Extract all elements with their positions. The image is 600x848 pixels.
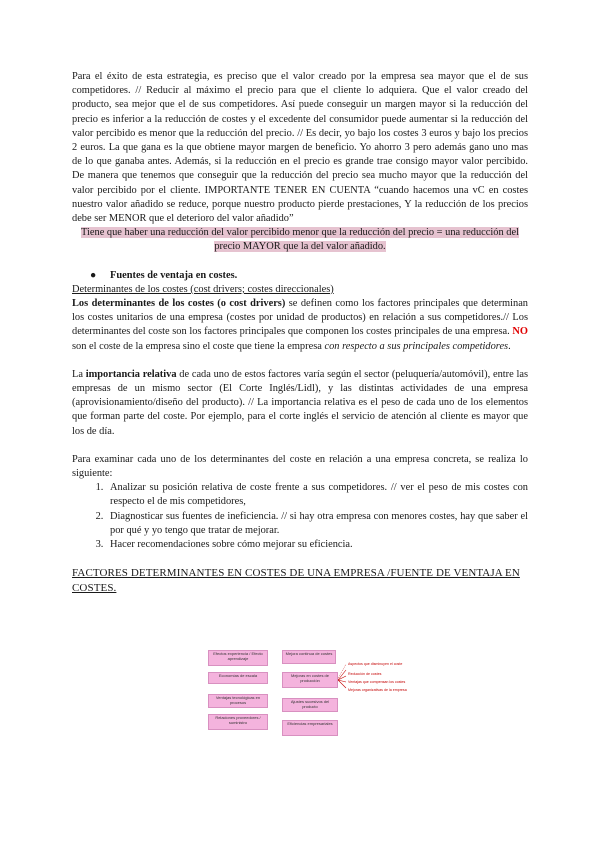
examination-intro: Para examinar cada uno de los determinantes del coste en relación a una empresa concreta, se realiza lo siguiente: — [72, 453, 528, 480]
no-emphasis: NO — [512, 326, 528, 338]
definition-italic: con respecto a sus principales competidores — [324, 340, 509, 352]
bullet-dot: ● — [90, 269, 97, 281]
diagram-note: Ventajas que compensan los costes — [348, 680, 406, 684]
bullet-title: Fuentes de ventaja en costes. — [110, 269, 238, 281]
section-heading: FACTORES DETERMINANTES EN COSTES DE UNA EMPRESA /FUENTE DE VENTAJA EN COSTES. — [72, 567, 520, 594]
importance-term: importancia relativa — [85, 368, 177, 380]
diagram-box: Ajustes sucesivos del producto — [282, 698, 338, 712]
highlight-paragraph — [72, 226, 528, 254]
diagram-box: Efectos experiencia / Efecto aprendizaje — [208, 650, 268, 666]
definition-end: . — [508, 340, 511, 352]
definition-text-1: se definen como los factores principales que determinan los costes unitarios de una empresa (costes por unidad de productos) en relación a sus competidores.// Los determinantes del coste son los factores principales que componen los costes principales de una empresa. — [72, 298, 528, 338]
importance-pre: La — [72, 368, 86, 380]
cost-drivers-subtitle: Determinantes de los costes (cost drivers; costes direccionales) — [72, 283, 334, 295]
diagram-box: Eficiencias empresariales — [282, 720, 338, 736]
diagram-note: Reducción de costes — [348, 672, 382, 676]
document-page — [72, 70, 528, 595]
intro-paragraph: Para el éxito de esta estrategia, es preciso que el valor creado por la empresa sea mayor que el de sus competidores. // Reducir al máximo el precio para que el cliente lo adquiera. Que el valor creado del producto, sea mejor que el de sus competidores. Así puede conseguir un margen mayor si la reducción del precio es inferior a la reducción de costes y el excedente del consumidor puede aumentar si la reducción del valor percibido es menor que la reducción del precio. // Es decir, yo bajo los costes 3 euros y bajo los precios 2 euros. La que gana es la que obtiene mayor margen de beneficio. Yo ahorro 3 pero además gano uno mas de lo que ganaba antes. Además, si la reducción en el precio es grande trae consigo mayor valor percibido. De manera que tenemos que conseguir que la reducción del precio sea mucho mayor que la reducción del valor percibido por el cliente. IMPORTANTE TENER EN CUENTA “cuando hacemos una vC en costes nuestro valor añadido se reduce, porque nuestro producto pierde prestaciones, Y la reducción de los precios debe ser MENOR que el deterioro del valor añadido” — [72, 71, 528, 225]
diagram-box: Mejoras en costes de producción — [282, 672, 338, 688]
definition-term: Los determinantes de los costes (o cost drivers) — [72, 298, 286, 310]
diagram-box: Mejora continua de costes — [282, 650, 336, 664]
diagram-box: Relaciones proveedores / suministro — [208, 714, 268, 730]
importance-text: de cada uno de estos factores varía según el sector (peluquería/automóvil), entre las empresas de un mismo sector (El Corte Inglés/Lidl), y las distintas actividades de una empresa (aprovisionamiento/diseño del producto). // La importancia relativa es el peso de cada uno de los elementos que forman parte del coste. Por ejemplo, para el corte inglés el servicio de atención al cliente es mayor que los de día. — [72, 368, 529, 437]
definition-paragraph — [72, 297, 528, 354]
definition-text-2: son el coste de la empresa sino el coste que tiene la empresa — [72, 340, 325, 352]
list-item: 3. Hacer recomendaciones sobre cómo mejorar su eficiencia. — [106, 538, 528, 552]
diagram-box: Economías de escala — [208, 672, 268, 684]
cost-factors-diagram — [206, 650, 412, 736]
diagram-note: Mejoras organizativas de la empresa — [348, 688, 407, 692]
highlighted-text: Tiene que haber una reducción del valor percibido menor que la reducción del precio = una reducción del precio MAYOR que la del valor añadido. — [81, 227, 519, 253]
bullet-heading — [72, 269, 528, 283]
list-item: 2. Diagnosticar sus fuentes de ineficiencia. // si hay otra empresa con menores costes, hay que saber el por qué y yo tengo que tratar de mejorar. — [106, 510, 528, 538]
diagram-box: Ventajas tecnológicas en procesos — [208, 694, 268, 708]
list-item: 1. Analizar su posición relativa de coste frente a sus competidores. // ver el peso de mis costes con respecto el de mis competidores, — [106, 481, 528, 509]
importance-paragraph — [72, 368, 528, 439]
steps-list — [72, 481, 528, 552]
diagram-note: Aspectos que disminuyen el coste — [348, 662, 403, 666]
